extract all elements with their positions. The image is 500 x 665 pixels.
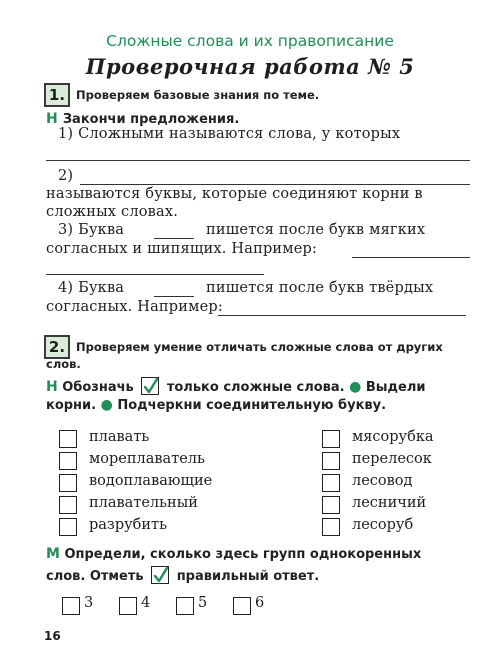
task-1-heading: Проверяем базовые знания по теме. — [76, 88, 320, 102]
word-label: мясорубка — [352, 429, 434, 445]
instruction-highlight: Выдели — [365, 380, 426, 395]
bullet-icon: ● — [100, 397, 113, 413]
task-m-line-2 — [46, 566, 319, 584]
task-2-heading-line-1: Проверяем умение отличать сложные слова от других — [76, 340, 443, 354]
answer-checkbox[interactable] — [62, 597, 80, 615]
word-label: перелесок — [352, 451, 432, 467]
task-2-heading-line-2: слов. — [46, 357, 81, 371]
instruction-underline: Подчеркни соединительную букву. — [117, 398, 387, 413]
task-1-item-4-c: согласных. Например: — [46, 299, 223, 315]
word-checkbox[interactable] — [59, 518, 77, 536]
word-checkbox[interactable] — [59, 452, 77, 470]
word-checkbox[interactable] — [59, 430, 77, 448]
word-checkbox[interactable] — [322, 430, 340, 448]
page-number: 16 — [44, 629, 61, 643]
word-label: лесничий — [352, 495, 427, 511]
checkmark-icon — [141, 377, 159, 395]
instruction-only-compound: только сложные слова. — [166, 380, 345, 395]
word-label: лесовод — [352, 473, 413, 489]
task-1-item-4-b: пишется после букв твёрдых — [206, 280, 434, 296]
task-m-line-1 — [46, 546, 421, 562]
answer-label: 6 — [255, 595, 265, 611]
checkmark-icon — [151, 566, 169, 584]
answer-label: 4 — [141, 595, 151, 611]
word-label: разрубить — [89, 517, 167, 533]
word-label: плавательный — [89, 495, 198, 511]
instruction-mark: Обозначь — [62, 380, 134, 395]
answer-checkbox[interactable] — [176, 597, 194, 615]
answer-line-example-4[interactable] — [218, 315, 466, 316]
word-checkbox[interactable] — [59, 496, 77, 514]
task-2-instruction-line-1 — [46, 377, 426, 395]
word-label: мореплаватель — [89, 451, 205, 467]
task-1-item-3-b: пишется после букв мягких — [206, 222, 426, 238]
task-2-number: 2. — [44, 335, 70, 359]
task-2-instruction-line-2 — [46, 397, 386, 413]
task-1-instruction-text: Закончи предложения. — [62, 112, 240, 127]
answer-label: 5 — [198, 595, 208, 611]
level-marker-n: Н — [46, 111, 58, 127]
task-1-item-3-a: 3) Буква — [58, 222, 125, 238]
answer-line-1[interactable] — [46, 160, 470, 161]
level-marker-m: М — [46, 546, 60, 562]
task-1-item-4-a: 4) Буква — [58, 280, 125, 296]
task-1-number: 1. — [44, 83, 70, 107]
task-1-item-1: 1) Сложными называются слова, у которых — [58, 126, 401, 142]
answer-line-letter-4[interactable] — [154, 296, 194, 297]
answer-line-2[interactable] — [80, 184, 470, 185]
task-m-text-1: Определи, сколько здесь групп однокоренных — [64, 547, 422, 562]
word-checkbox[interactable] — [322, 518, 340, 536]
answer-line-letter-3[interactable] — [154, 238, 194, 239]
task-1-item-2-number: 2) — [58, 168, 74, 184]
task-1-item-2-line-1: называются буквы, которые соединяют корни в — [46, 186, 423, 202]
answer-checkbox[interactable] — [119, 597, 137, 615]
task-1-item-2-line-2: сложных словах. — [46, 204, 179, 220]
task-m-text-2a: слов. Отметь — [46, 569, 144, 584]
section-title: Сложные слова и их правописание — [106, 32, 394, 50]
instruction-roots: корни. — [46, 398, 97, 413]
word-label: водоплавающие — [89, 473, 213, 489]
word-label: лесоруб — [352, 517, 414, 533]
word-label: плавать — [89, 429, 150, 445]
level-marker-n-2: Н — [46, 379, 58, 395]
answer-checkbox[interactable] — [233, 597, 251, 615]
task-1-item-3-c: согласных и шипящих. Например: — [46, 241, 318, 257]
work-subtitle: Проверочная работа № 5 — [85, 54, 415, 79]
task-m-text-2b: правильный ответ. — [176, 569, 320, 584]
bullet-icon: ● — [349, 379, 362, 395]
word-checkbox[interactable] — [59, 474, 77, 492]
word-checkbox[interactable] — [322, 452, 340, 470]
word-checkbox[interactable] — [322, 474, 340, 492]
answer-label: 3 — [84, 595, 94, 611]
answer-line-example-3b[interactable] — [46, 274, 264, 275]
task-1-instruction — [46, 108, 239, 127]
answer-line-example-3a[interactable] — [352, 257, 470, 258]
word-checkbox[interactable] — [322, 496, 340, 514]
